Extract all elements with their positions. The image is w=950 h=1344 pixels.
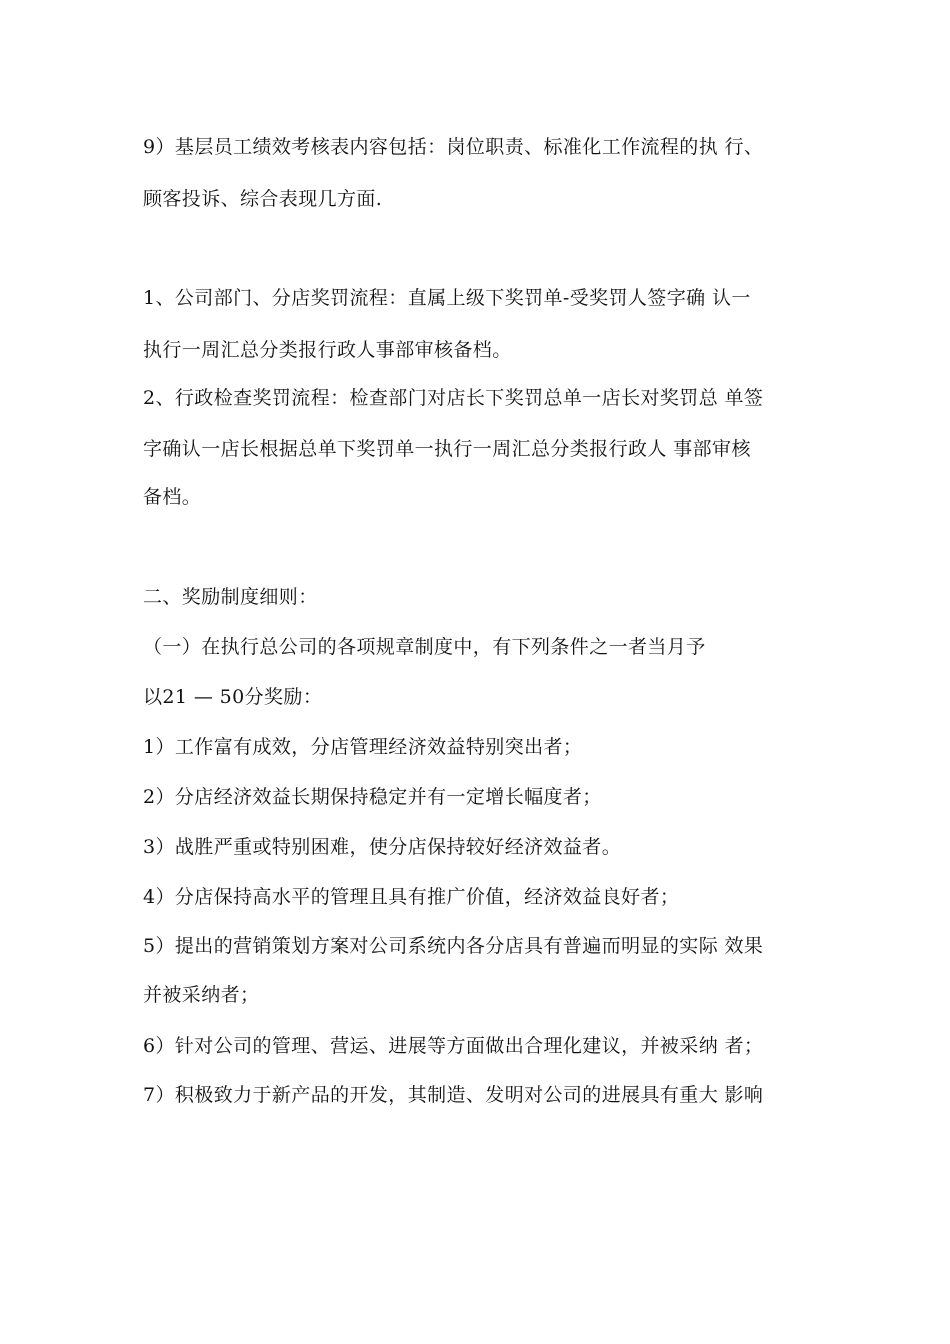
list-item-5-cont: 并被采纳者； [143,984,260,1006]
subsection-heading-1-cont: 以21 — 50分奖励： [143,686,323,708]
list-item-2: 2）分店经济效益长期保持稳定并有一定增长幅度者； [143,786,602,808]
paragraph-line-process-1: 1、公司部门、分店奖罚流程：直属上级下奖罚单-受奖罚人签字确 认一 [143,287,751,309]
paragraph-line-process-2: 2、行政检查奖罚流程：检查部门对店长下奖罚总单一店长对奖罚总 单签 [143,387,764,409]
list-item-1: 1）工作富有成效，分店管理经济效益特别突出者； [143,736,583,758]
list-item-7: 7）积极致力于新产品的开发，其制造、发明对公司的进展具有重大 影响 [143,1084,764,1106]
paragraph-line-process-2-cont: 字确认一店长根据总单下奖罚单一执行一周汇总分类报行政人 事部审核 [143,438,751,460]
list-item-5: 5）提出的营销策划方案对公司系统内各分店具有普遍而明显的实际 效果 [143,935,764,957]
subsection-heading-1: （一）在执行总公司的各项规章制度中，有下列条件之一者当月予 [143,636,706,658]
list-item-4: 4）分店保持高水平的管理且具有推广价值，经济效益良好者； [143,886,680,908]
paragraph-line-9-item-cont: 顾客投诉、综合表现几方面. [143,188,383,210]
paragraph-line-process-2-end: 备档。 [143,486,202,508]
paragraph-line-9-item: 9）基层员工绩效考核表内容包括：岗位职责、标准化工作流程的执 行、 [143,136,764,158]
list-item-3: 3）战胜严重或特别困难，使分店保持较好经济效益者。 [143,836,622,858]
section-heading-rewards: 二、奖励制度细则： [143,586,318,608]
list-item-6: 6）针对公司的管理、营运、进展等方面做出合理化建议，并被采纳 者； [143,1035,764,1057]
paragraph-line-process-1-cont: 执行一周汇总分类报行政人事部审核备档。 [143,339,512,361]
